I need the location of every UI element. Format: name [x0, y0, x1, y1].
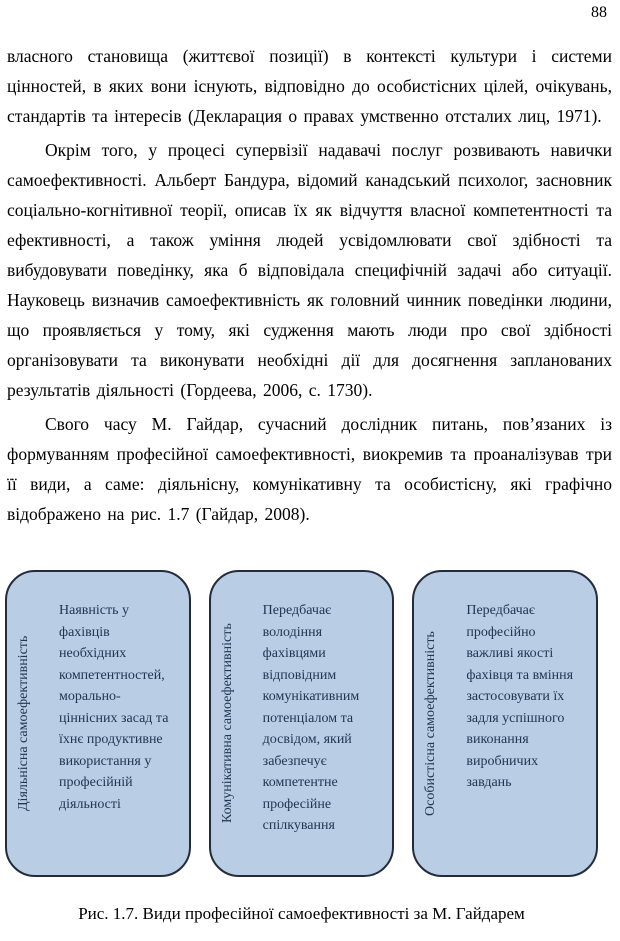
figure-box-vertical-label: Діяльнісна самоефективність [16, 635, 31, 812]
figure-1-7 [5, 570, 598, 925]
figure-box-vertical-label: Комунікативна самоефективність [219, 623, 235, 824]
figure-box-activity-self-efficacy [5, 570, 191, 877]
paragraph-2: Окрім того, у процесі супервізії надавачі послуг розвивають навички самоефективності. Альберт Бандура, відомий канадський психолог, засновник соціально-когнітивної теорії, описав їх як відчуття власної компетентності та ефективності, а також уміння людей усвідомлювати свої здібності та вибудовувати поведінку, яка б відповідала специфічній задачі або ситуації. Науковець визначив самоефективність як головний чинник поведінки людини, що проявляється у тому, які судження мають люди про свої здібності організовувати та виконувати необхідні дії для досягнення запланованих результатів діяльності (Гордеева, 2006, с. 1730). [7, 140, 612, 400]
figure-box-personal-self-efficacy [412, 570, 598, 877]
figure-box-description: Передбачає професійно важливі якості фахівця та вміння застосовувати їх задля успішного виконання виробничих завдань [466, 603, 574, 790]
figure-box-vertical-label: Особистісна самоефективність [423, 631, 439, 816]
figure-box-description: Передбачає володіння фахівцями відповідним комунікативним потенціалом та досвідом, який забезпечує компетентне професійне спілкування [262, 603, 360, 833]
figure-box-communicative-self-efficacy [209, 570, 395, 877]
page-number: 88 [591, 4, 607, 21]
figure-boxes-row [5, 570, 598, 877]
paragraph-1: власного становища (життєвої позиції) в контексті культури і системи цінностей, в яких вони існують, відповідно до особистісних цілей, очікувань, стандартів та інтересів (Декларация о правах умственно отсталих лиц, 1971). [7, 46, 612, 126]
figure-box-description: Наявність у фахівців необхідних компетентностей, морально-ціннісних засад та їхнє продуктивне використання у професійній діяльності [59, 603, 169, 812]
body-text [7, 41, 612, 533]
paragraph-3: Свого часу М. Гайдар, сучасний дослідник питань, пов’язаних із формуванням професійної самоефективності, виокремив та проаналізував три її види, а саме: діяльнісну, комунікативну та особистісну, які графічно відображено на рис. 1.7 (Гайдар, 2008). [7, 414, 612, 524]
figure-caption: Рис. 1.7. Види професійної самоефективності за М. Гайдарем [78, 904, 525, 923]
